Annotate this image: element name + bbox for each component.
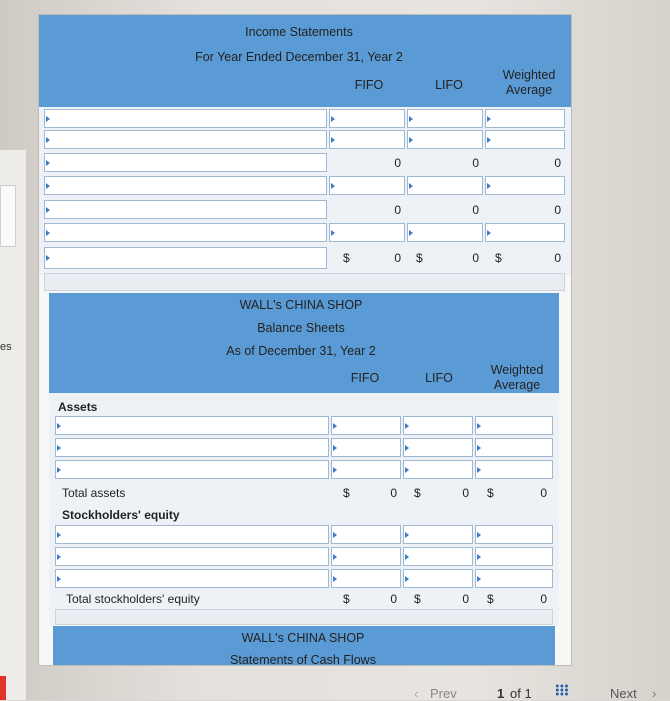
next-chevron-icon[interactable]: › <box>652 686 657 701</box>
asset-row-1-fifo[interactable] <box>331 416 401 435</box>
equity-row-3-fifo[interactable] <box>331 569 401 588</box>
balance-col-fifo: FIFO <box>350 371 380 385</box>
prev-chevron-icon[interactable]: ‹ <box>414 686 419 701</box>
asset-row-2-wa[interactable] <box>475 438 553 457</box>
income-total-wa: 0 <box>554 251 561 265</box>
income-row-4-lifo[interactable] <box>407 176 483 195</box>
income-row-4-wa[interactable] <box>485 176 565 195</box>
asset-row-1-label[interactable] <box>55 416 329 435</box>
income-col-lifo: LIFO <box>435 78 463 92</box>
grid-icon[interactable] <box>555 684 569 696</box>
equity-row-2-wa[interactable] <box>475 547 553 566</box>
income-row-5-label[interactable] <box>44 200 327 219</box>
red-corner-mark <box>0 676 6 700</box>
balance-subtitle: As of December 31, Year 2 <box>226 344 376 358</box>
income-total-wa-currency: $ <box>495 251 502 265</box>
total-assets-lifo-currency: $ <box>414 486 421 500</box>
total-assets-lifo: 0 <box>462 486 469 500</box>
total-equity-fifo: 0 <box>390 592 397 606</box>
income-row-3-label[interactable] <box>44 153 327 172</box>
income-row-3-lifo: 0 <box>472 156 479 170</box>
asset-row-2-lifo[interactable] <box>403 438 473 457</box>
income-row-1-label[interactable] <box>44 109 327 128</box>
equity-row-1-fifo[interactable] <box>331 525 401 544</box>
next-button[interactable]: Next <box>610 686 637 701</box>
income-row-6-fifo[interactable] <box>329 223 405 242</box>
equity-row-2-lifo[interactable] <box>403 547 473 566</box>
prev-button[interactable]: Prev <box>430 686 457 701</box>
income-subtitle: For Year Ended December 31, Year 2 <box>195 50 403 64</box>
income-row-4-label[interactable] <box>44 176 327 195</box>
income-row-6-wa[interactable] <box>485 223 565 242</box>
equity-row-1-label[interactable] <box>55 525 329 544</box>
total-equity-wa-currency: $ <box>487 592 494 606</box>
equity-row-2-fifo[interactable] <box>331 547 401 566</box>
equity-row-1-lifo[interactable] <box>403 525 473 544</box>
asset-row-2-fifo[interactable] <box>331 438 401 457</box>
income-total-fifo: 0 <box>394 251 401 265</box>
asset-row-3-fifo[interactable] <box>331 460 401 479</box>
income-total-fifo-currency: $ <box>343 251 350 265</box>
income-row-2-fifo[interactable] <box>329 130 405 149</box>
equity-row-2-label[interactable] <box>55 547 329 566</box>
side-label: es <box>0 341 12 353</box>
income-row-1-lifo[interactable] <box>407 109 483 128</box>
balance-col-lifo: LIFO <box>425 371 453 385</box>
income-row-3-wa: 0 <box>554 156 561 170</box>
total-assets-label: Total assets <box>62 486 126 500</box>
total-equity-fifo-currency: $ <box>343 592 350 606</box>
equity-row-1-wa[interactable] <box>475 525 553 544</box>
cashflow-title: Statements of Cash Flows <box>230 653 376 666</box>
asset-row-1-wa[interactable] <box>475 416 553 435</box>
left-side-card[interactable] <box>0 185 16 247</box>
balance-spacer <box>55 609 553 625</box>
total-equity-wa: 0 <box>540 592 547 606</box>
income-total-lifo: 0 <box>472 251 479 265</box>
page-of-total: of 1 <box>510 686 532 701</box>
income-row-5-lifo: 0 <box>472 203 479 217</box>
asset-row-3-lifo[interactable] <box>403 460 473 479</box>
income-row-6-label[interactable] <box>44 223 327 242</box>
income-col-weighted-average: Weighted Average <box>502 68 556 97</box>
total-equity-lifo-currency: $ <box>414 592 421 606</box>
total-equity-label: Total stockholders' equity <box>66 592 200 606</box>
asset-row-3-label[interactable] <box>55 460 329 479</box>
equity-row-3-label[interactable] <box>55 569 329 588</box>
income-row-4-fifo[interactable] <box>329 176 405 195</box>
worksheet <box>38 14 572 666</box>
balance-company: WALL's CHINA SHOP <box>239 298 363 312</box>
income-row-6-lifo[interactable] <box>407 223 483 242</box>
assets-label: Assets <box>58 400 98 414</box>
page-number: 1 <box>497 686 505 701</box>
income-total-label[interactable] <box>44 247 327 269</box>
income-row-2-label[interactable] <box>44 130 327 149</box>
income-row-1-fifo[interactable] <box>329 109 405 128</box>
stockholders-equity-label: Stockholders' equity <box>62 508 180 522</box>
income-row-5-wa: 0 <box>554 203 561 217</box>
income-row-1-wa[interactable] <box>485 109 565 128</box>
income-row-2-lifo[interactable] <box>407 130 483 149</box>
income-spacer <box>44 273 565 291</box>
balance-col-weighted-average: Weighted Average <box>490 363 544 392</box>
equity-row-3-lifo[interactable] <box>403 569 473 588</box>
income-col-fifo: FIFO <box>354 78 384 92</box>
total-assets-wa-currency: $ <box>487 486 494 500</box>
asset-row-2-label[interactable] <box>55 438 329 457</box>
income-total-lifo-currency: $ <box>416 251 423 265</box>
income-row-5-fifo: 0 <box>394 203 401 217</box>
total-assets-fifo-currency: $ <box>343 486 350 500</box>
total-assets-fifo: 0 <box>390 486 397 500</box>
cashflow-company: WALL's CHINA SHOP <box>241 631 365 645</box>
asset-row-3-wa[interactable] <box>475 460 553 479</box>
income-row-2-wa[interactable] <box>485 130 565 149</box>
equity-row-3-wa[interactable] <box>475 569 553 588</box>
balance-title: Balance Sheets <box>257 321 345 335</box>
income-title: Income Statements <box>245 25 353 39</box>
total-equity-lifo: 0 <box>462 592 469 606</box>
total-assets-wa: 0 <box>540 486 547 500</box>
income-row-3-fifo: 0 <box>394 156 401 170</box>
asset-row-1-lifo[interactable] <box>403 416 473 435</box>
